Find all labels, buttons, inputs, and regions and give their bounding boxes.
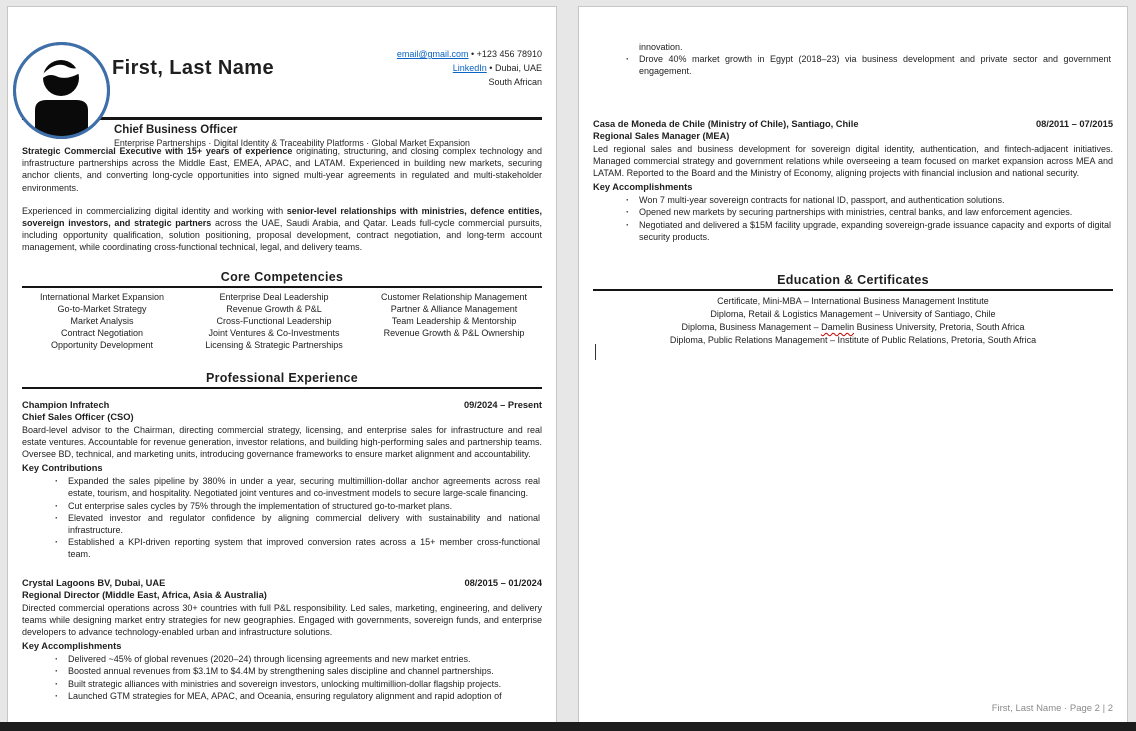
linkedin-link[interactable]: LinkedIn [452,63,487,73]
bullet-item: · Elevated investor and regulator confidence by aligning commercial delivery with sustainability and national infrastructure. [22,512,542,536]
job1-bullets-title: Key Contributions [22,463,103,474]
experience-section [22,371,542,702]
competency-item: Team Leadership & Mentorship [391,315,517,326]
job-subtitle: Enterprise Partnerships · Digital Identity & Traceability Platforms · Global Market Expansion [114,138,470,148]
competency-item: Customer Relationship Management [380,291,528,302]
bullet-item: · Built strategic alliances with ministries and sovereign investors, unlocking multimillion-dollar flagship projects. [22,678,542,690]
contact-separator: • [489,63,493,73]
company-name: Crystal Lagoons BV, Dubai, UAE [22,577,166,588]
contact-block [397,47,542,89]
job3-header [593,118,1113,130]
competency-column-2 [182,291,366,351]
experience-title: Professional Experience [22,371,542,389]
company-name: Champion Infratech [22,399,110,410]
company-name: Casa de Moneda de Chile (Ministry of Chile), Santiago, Chile [593,118,859,129]
bullet-item: · Negotiated and delivered a $15M facility upgrade, expanding sovereign-grade issuance capacity and exports of digital security products. [593,219,1113,243]
job3-role: Regional Sales Manager (MEA) [593,130,730,141]
competency-item: Go-to-Market Strategy [57,303,147,314]
page1-body [8,145,556,702]
continuation-text: innovation. [639,42,683,52]
contact-line-1 [397,47,542,61]
job2-bullets-title: Key Accomplishments [22,641,122,652]
competency-item: Contract Negotiation [60,327,144,338]
summary1-rest: originating, structuring, and closing complex technology and infrastructure partnerships across the Middle East, EMEA, APAC, and LATAM. Experienced in building new markets, securing anchor clients, and converting long-cycle opportunities into signed multi-year agreements in regulated and multi-stakeholder environments. [22,146,542,193]
education-item: Diploma, Retail & Logistics Management – University of Santiago, Chile [710,309,996,320]
education-item-text: Business University, Pretoria, South Africa [854,322,1025,333]
education-item [593,321,1113,334]
bullet-item: · Drove 40% market growth in Egypt (2018–23) via business development and private sector and government engagement. [593,53,1113,77]
education-item: Certificate, Mini-MBA – International Business Management Institute [717,296,989,307]
contact-separator: • [471,49,475,59]
competency-item: Opportunity Development [50,339,154,350]
job-entry-3 [593,118,1113,243]
page-footer: First, Last Name · Page 2 | 2 [991,703,1113,714]
bullet-item: · Won 7 multi-year sovereign contracts for national ID, passport, and authentication solutions. [593,194,1113,206]
page2-body [579,7,1127,347]
candidate-name: First, Last Name [112,57,275,79]
window-bottom-bar [0,722,1136,731]
nationality-text: South African [488,77,542,87]
email-link[interactable]: email@gmail.com [396,49,469,59]
person-icon [11,40,112,141]
competency-item: Cross-Functional Leadership [216,315,332,326]
competency-item: Joint Ventures & Co-Investments [208,327,340,338]
job2-description: Directed commercial operations across 30+ countries with full P&L responsibility. Led sales, marketing, engineering, and delivery teams while designing market entry strategies for new geographies. Engaged with governments, sovereign funds, and enterprise developers to advance technology-enabled urban and infrastructure solutions. [22,602,542,638]
job1-role: Chief Sales Officer (CSO) [22,411,134,422]
job1-bullets [22,475,542,560]
education-item: Diploma, Public Relations Management – Institute of Public Relations, Pretoria, South Africa [669,335,1037,346]
job1-description: Board-level advisor to the Chairman, directing commercial strategy, licensing, and enterprise sales for infrastructure and real estate ventures. Accountable for revenue generation, investor relations, and building high-performing sales and partnership teams. Oversee BD, technical, and marketing units, introducing governance frameworks to ensure market alignment and accountability. [22,424,542,460]
bullet-item: · Cut enterprise sales cycles by 75% through the implementation of structured go-to-market plans. [22,500,542,512]
summary-paragraph-1 [22,145,542,194]
competency-item: Enterprise Deal Leadership [219,291,329,302]
bullet-item: · Boosted annual revenues from $3.1M to $4.4M by strengthening sales discipline and channel partnerships. [22,665,542,677]
bullet-item: · Delivered ~45% of global revenues (2020–24) through licensing agreements and new market entries. [22,653,542,665]
summary2-pre: Experienced in commercializing digital identity and working with [22,205,287,216]
job1-header [22,399,542,411]
resume-header [8,7,556,148]
job3-bullets-title: Key Accomplishments [593,182,693,193]
competency-item: Licensing & Strategic Partnerships [205,339,343,350]
phone-number: +123 456 78910 [476,49,542,59]
competency-column-3 [366,291,542,351]
job2-role: Regional Director (Middle East, Africa, Asia & Australia) [22,589,267,600]
bullet-item: · Expanded the sales pipeline by 380% in under a year, securing multimillion-dollar anchor agreements across real estate, tourism, and hospitality. Negotiated joint ventures and co-investment models to secure large-scale financing. [22,475,542,499]
summary2-rest: across the UAE, Saudi Arabia, and Qatar. Leads full-cycle commercial pursuits, including opportunity qualification, solution positioning, proposal development, contract negotiation, and long-term account management, while coordinating cross-functional technical, legal, and delivery teams. [22,218,542,253]
bullet-item: · Established a KPI-driven reporting system that improved conversion rates across a 15+ member cross-functional team. [22,536,542,560]
summary-paragraph-2 [22,205,542,254]
competency-item: International Market Expansion [39,291,165,302]
education-title: Education & Certificates [593,273,1113,291]
job2-bullets [22,653,542,702]
resume-page-2 [578,6,1128,731]
job-dates: 08/2011 – 07/2015 [1035,118,1113,129]
education-item-text: Diploma, Business Management – [681,322,822,333]
core-competencies-grid [22,288,542,351]
bullet-item: · Opened new markets by securing partnerships with ministries, central banks, and law enforcement agencies. [593,206,1113,218]
education-items [593,291,1113,347]
job2-header [22,577,542,589]
competency-column-1 [22,291,182,351]
continuation-bullets [593,53,1113,77]
location-text: Dubai, UAE [494,63,542,73]
job3-bullets [593,194,1113,243]
competency-item: Market Analysis [70,315,134,326]
education-section [593,273,1113,347]
resume-page-1 [7,6,557,731]
job3-description: Led regional sales and business development for sovereign digital identity, authentication, and fintech-adjacent initiatives. Managed commercial strategy and government relations while overseeing a team focused on market expansion across MEA and LATAM. Reported to the Board and the Ministry of Economy, aligning projects with financial inclusion and national security. [593,143,1113,179]
contact-line-2 [397,61,542,75]
job-entry-2 [22,577,542,702]
job-dates: 09/2024 – Present [463,399,542,410]
summary1-bold: Strategic Commercial Executive with 15+ years of experience [22,146,293,156]
competency-item: Revenue Growth & P&L [226,303,322,314]
summary2-bold: senior-level relationships with ministries, defence entities, sovereign investors, and strategic partners [22,205,542,229]
profile-avatar [11,40,112,141]
spellcheck-flagged-word: Damelin [821,322,855,333]
bullet-item: · Launched GTM strategies for MEA, APAC, and Oceania, ensuring regulatory alignment and rapid adoption of [22,690,542,702]
competency-item: Partner & Alliance Management [390,303,518,314]
job-title: Chief Business Officer [114,124,238,136]
job-entry-1 [22,399,542,561]
text-cursor [595,344,596,360]
core-competencies-title: Core Competencies [22,270,542,288]
competency-item: Revenue Growth & P&L Ownership [383,327,525,338]
job-dates: 08/2015 – 01/2024 [464,577,542,588]
